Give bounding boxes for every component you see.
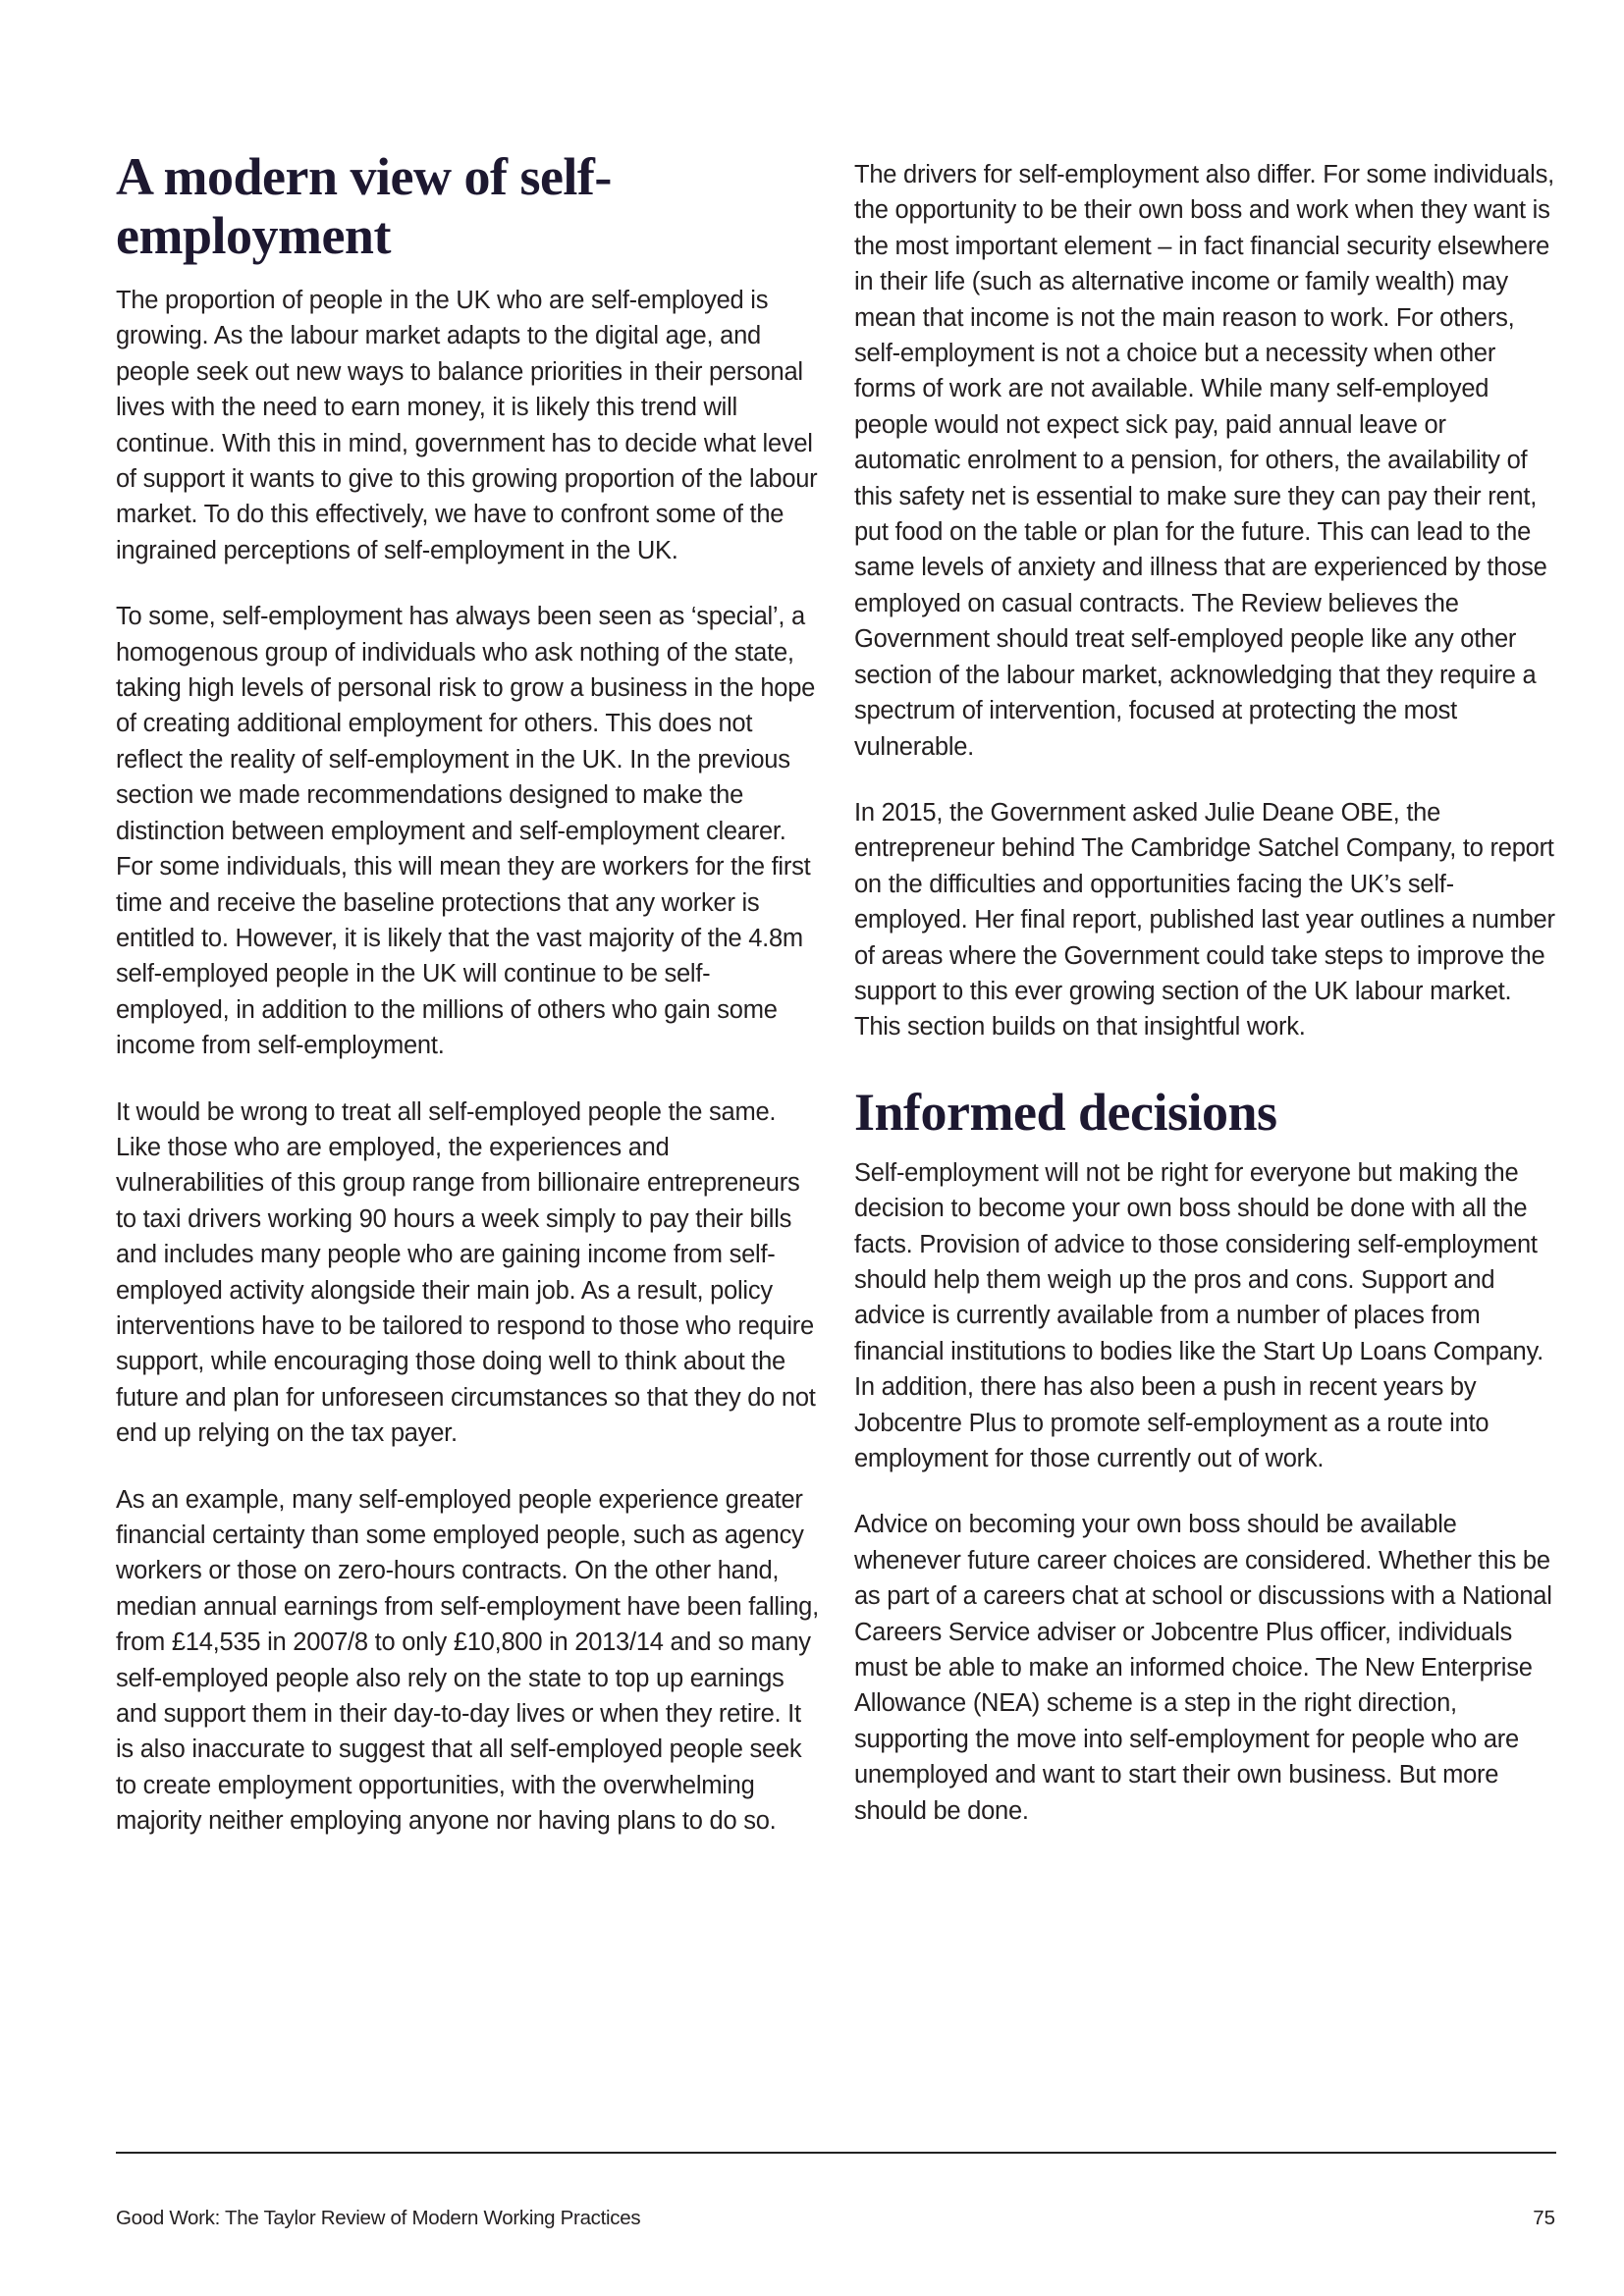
left-column: [116, 147, 819, 1870]
paragraph: Advice on becoming your own boss should be available whenever future career choices are considered. Whether this be as part of a careers chat at school or discussions with a National Careers Service adviser or Jobcentre Plus officer, individuals must be able to make an informed choice. The New Enterprise Allowance (NEA) scheme is a step in the right direction, supporting the move into self-employment for people who are unemployed and want to start their own business. But more should be done.: [854, 1511, 1552, 1825]
paragraph: The proportion of people in the UK who are self-employed is growing. As the labour market adapts to the digital age, and people seek out new ways to balance priorities in their personal lives with the need to earn money, it is likely this trend will continue. With this in mind, government has to decide what level of support it wants to give to this growing proportion of the labour market. To do this effectively, we have to confront some of the ingrained perceptions of self-employment in the UK.: [116, 287, 818, 564]
paragraph: In 2015, the Government asked Julie Deane OBE, the entrepreneur behind The Cambridge Satchel Company, to report on the difficulties and opportunities facing the UK’s self-employed. Her final report, published last year outlines a number of areas where the Government could take steps to improve the support to this ever growing section of the UK labour market. This section builds on that insightful work.: [854, 798, 1555, 1041]
section-heading: A modern view of self-employment: [116, 147, 612, 265]
footer-divider: [116, 2152, 1556, 2154]
paragraph: It would be wrong to treat all self-employed people the same. Like those who are employed, the experiences and vulnerabilities of this group range from billionaire entrepreneurs to taxi drivers working 90 hours a week simply to pay their bills and includes many people who are gaining income from self-employed activity alongside their main job. As a result, policy interventions have to be tailored to respond to those who require support, while encouraging those doing well to think about the future and plan for unforeseen circumstances so that they do not end up relying on the tax payer.: [116, 1097, 816, 1448]
page-number: 75: [1533, 2207, 1555, 2229]
paragraph: As an example, many self-employed people experience greater financial certainty than some employed people, such as agency workers or those on zero-hours contracts. On the other hand, median annual earnings from self-employment have been falling, from £14,535 in 2007/8 to only £10,800 in 2013/14 and so many self-employed people also rely on the state to top up earnings and support them in their day-to-day lives or when they retire. It is also inaccurate to suggest that all self-employed people seek to create employment opportunities, with the overwhelming majority neither employing anyone nor having plans to do so.: [116, 1485, 819, 1836]
paragraph: The drivers for self-employment also differ. For some individuals, the opportunity to be their own boss and work when they want is the most important element – in fact financial security elsewhere in their life (such as alternative income or family wealth) may mean that income is not the main reason to work. For others, self-employment is not a choice but a necessity when other forms of work are not available. While many self-employed people would not expect sick pay, paid annual leave or automatic enrolment to a pension, for others, the availability of this safety net is essential to make sure they can pay their rent, put food on the table or plan for the future. This can lead to the same levels of anxiety and illness that are experienced by those employed on casual contracts. The Review believes the Government should treat self-employed people like any other section of the labour market, acknowledging that they require a spectrum of intervention, focused at protecting the most vulnerable.: [854, 161, 1554, 761]
right-column: [854, 157, 1557, 1859]
paragraph: To some, self-employment has always been seen as ‘special’, a homogenous group of individuals who ask nothing of the state, taking high levels of personal risk to grow a business in the hope of creating additional employment for others. This does not reflect the reality of self-employment in the UK. In the previous section we made recommendations designed to make the distinction between employment and self-employment clearer. For some individuals, this will mean they are workers for the first time and receive the baseline protections that any worker is entitled to. However, it is likely that the vast majority of the 4.8m self-employed people in the UK will continue to be self-employed, in addition to the millions of others who gain some income from self-employment.: [116, 603, 816, 1060]
paragraph: Self-employment will not be right for everyone but making the decision to become your own boss should be done with all the facts. Provision of advice to those considering self-employment should help them weigh up the pros and cons. Support and advice is currently available from a number of places from financial institutions to bodies like the Start Up Loans Company. In addition, there has also been a push in recent years by Jobcentre Plus to promote self-employment as a route into employment for those currently out of work.: [854, 1158, 1543, 1472]
section-heading: Informed decisions: [854, 1082, 1277, 1142]
footer-title: Good Work: The Taylor Review of Modern Working Practices: [116, 2207, 641, 2229]
